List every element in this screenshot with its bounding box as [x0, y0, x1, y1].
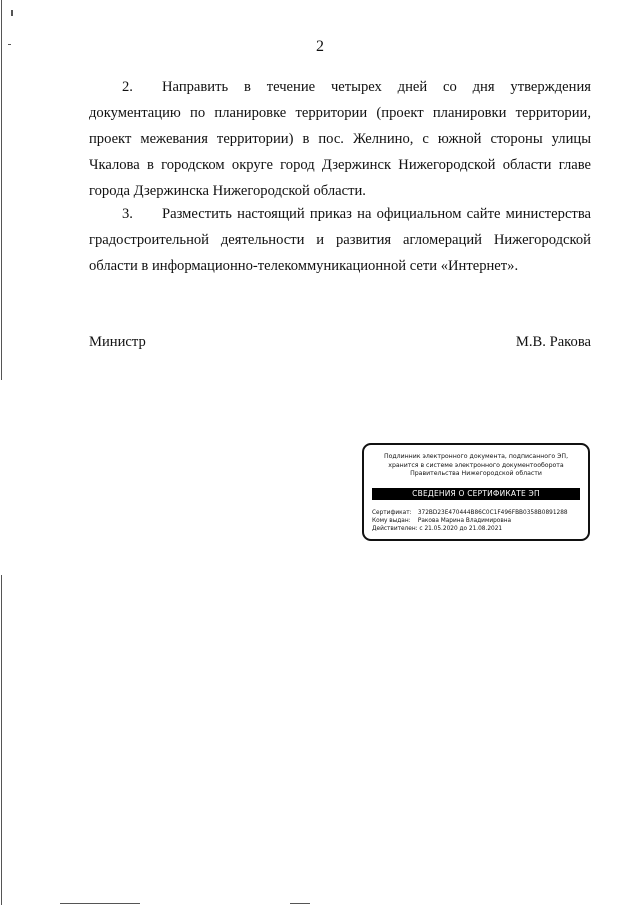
stamp-notice-line: хранится в системе электронного документооборота	[388, 461, 564, 469]
valid-label: Действителен:	[372, 526, 418, 533]
page-number: 2	[316, 38, 324, 55]
signer-name: М.В. Ракова	[515, 334, 591, 350]
signature-block	[89, 334, 591, 351]
paragraph-number: 3.	[122, 206, 133, 222]
stamp-notice-line: Подлинник электронного документа, подписанного ЭП,	[383, 453, 569, 460]
scan-margin-line	[1, 575, 2, 905]
certificate-label: Сертификат:	[372, 510, 412, 516]
issued-to-value: Ракова Марина Владимировна	[417, 518, 512, 525]
stamp-header: СВЕДЕНИЯ О СЕРТИФИКАТЕ ЭП	[372, 488, 580, 500]
issued-to-label: Кому выдан:	[372, 518, 411, 525]
paragraph-text: Направить в течение четырех дней со дня утверждения документацию по планировке территории (проект планировки территории, проект межевания территории) в пос. Желнино, с южной стороны улицы Чкалова в городском округе город Дзержинск Нижегородской области главе города Дзержинска Нижегородской области.	[89, 79, 591, 199]
scan-mark	[11, 10, 13, 16]
stamp-issued-to-row	[372, 517, 584, 525]
paragraph-2	[89, 74, 591, 204]
paragraph-number: 2.	[122, 79, 133, 95]
stamp-notice-line: Правительства Нижегородской области	[410, 470, 542, 477]
stamp-valid-row	[372, 525, 584, 533]
paragraph-3	[89, 201, 591, 279]
electronic-signature-stamp	[362, 443, 590, 541]
paragraph-text: Разместить настоящий приказ на официальном сайте министерства градостроительной деятельности и развития агломераций Нижегородской области в информационно-телекоммуникационной сети «Интернет».	[89, 206, 591, 274]
valid-value: с 21.05.2020 до 21.08.2021	[419, 526, 503, 533]
certificate-value: 372BD23E470444B86C0C1F496FBB0358B0891288	[417, 510, 568, 516]
stamp-certificate-row	[372, 509, 584, 517]
scan-margin-line	[1, 0, 2, 380]
stamp-details	[372, 509, 584, 534]
signer-position: Министр	[89, 334, 146, 350]
scan-bottom-line	[290, 903, 310, 904]
stamp-notice	[370, 453, 582, 479]
scan-bottom-line	[60, 903, 140, 904]
